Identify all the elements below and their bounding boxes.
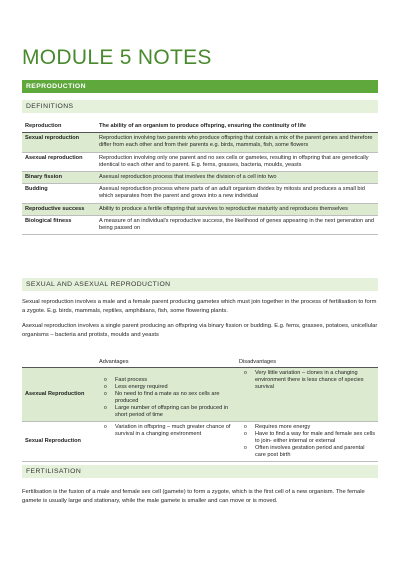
table-row (22, 357, 378, 368)
advantages-header: Advantages (96, 357, 236, 368)
section-heading-definitions: DEFINITIONS (22, 100, 378, 113)
definitions-table (22, 121, 378, 235)
section-bar-reproduction: REPRODUCTION (22, 80, 378, 93)
definition-text: A measure of an individual's reproductive success, the likelihood of genes appearing in the next generation and being passed on (96, 215, 378, 234)
table-row (22, 172, 378, 184)
definition-text: Reproduction involving only one parent and no sex cells or gametes, resulting in offspring that are genetically identical to each other and to parent. E.g. ferns, grasses, bacteria, moulds, yeasts (96, 152, 378, 171)
definition-term: Binary fission (22, 172, 96, 184)
definition-text: Ability to produce a fertile offspring that survives to reproductive maturity and reproduces themselves (96, 203, 378, 215)
definition-text: The ability of an organism to produce offspring, ensuring the continuity of life (96, 121, 378, 133)
list-item: o Often involves gestation period and parental care post birth (255, 445, 375, 459)
definition-text: Asexual reproduction process that involves the division of a cell into two (96, 172, 378, 184)
list-item: o Variation in offspring – much greater chance of survival in a changing environment (115, 424, 233, 438)
page-title: MODULE 5 NOTES (22, 46, 212, 69)
list-item: o Have to find a way for male and female sex cells to join- either internal or external (255, 431, 375, 445)
list-item: o Less energy required (115, 384, 233, 391)
list-item: o Requires more energy (255, 424, 375, 431)
asexual-advantages-cell (96, 368, 236, 422)
asexual-disadvantages-cell (236, 368, 378, 422)
disadvantages-list (239, 424, 375, 459)
sexual-row-label: Sexual Reproduction (22, 422, 96, 462)
advantages-list (99, 424, 233, 438)
definition-term: Reproduction (22, 121, 96, 133)
table-row (22, 133, 378, 152)
table-row (22, 121, 378, 133)
disadvantages-list (239, 370, 375, 391)
table-row (22, 203, 378, 215)
definition-term: Budding (22, 184, 96, 203)
definition-term: Biological fitness (22, 215, 96, 234)
table-row (22, 184, 378, 203)
sexual-advantages-cell (96, 422, 236, 462)
definition-term: Asexual reproduction (22, 152, 96, 171)
paragraph-asexual: Asexual reproduction involves a single parent producing an offspring via binary fission or budding. E.g. ferns, grasses, potatoes, unicellular organisms – bacteria and protists, moulds and yeasts (22, 323, 378, 338)
table-row (22, 215, 378, 234)
list-item: o Fast process (115, 377, 233, 384)
paragraph-sexual: Sexual reproduction involves a male and a female parent producing gametes which must join together in the process of fertilisation to form a zygote. E.g. birds, mammals, reptiles, amphibians, fish, some flowering plants. (22, 299, 377, 314)
comparison-table (22, 357, 378, 462)
definition-term: Sexual reproduction (22, 133, 96, 152)
sexual-disadvantages-cell (236, 422, 378, 462)
section-heading-fertilisation: FERTILISATION (22, 465, 378, 478)
list-item: o No need to find a mate as no sex cells are produced (115, 391, 233, 405)
list-item: o Large number of offspring can be produced in short period of time (115, 405, 233, 419)
disadvantages-header: Disadvantages (236, 357, 378, 368)
empty-header-cell (22, 357, 96, 368)
definition-text: Asexual reproduction process where parts of an adult organism divides by mitosis and produces a small bid which separates from the parent and grows into a new individual (96, 184, 378, 203)
table-row (22, 422, 378, 462)
definition-text: Reproduction involving two parents who produce offspring that contain a mix of the parent genes and therefore differ from each other and from their parents e.g. birds, mammals, fish, some flowers (96, 133, 378, 152)
table-row (22, 152, 378, 171)
list-item: o Very little variation – clones in a changing environment there is less chance of species survival (255, 370, 375, 391)
paragraph-fertilisation: Fertilisation is the fusion of a male and female sex cell (gamete) to form a zygote, which is the first cell of a new organism. The female gamete is usually large and stationary, while the male gamete is smaller and can move or is moved. (22, 489, 365, 504)
table-row (22, 368, 378, 422)
advantages-list (99, 377, 233, 419)
definition-term: Reproductive success (22, 203, 96, 215)
section-heading-sexual-asexual: SEXUAL AND ASEXUAL REPRODUCTION (22, 278, 378, 291)
asexual-row-label: Asexual Reproduction (22, 368, 96, 422)
